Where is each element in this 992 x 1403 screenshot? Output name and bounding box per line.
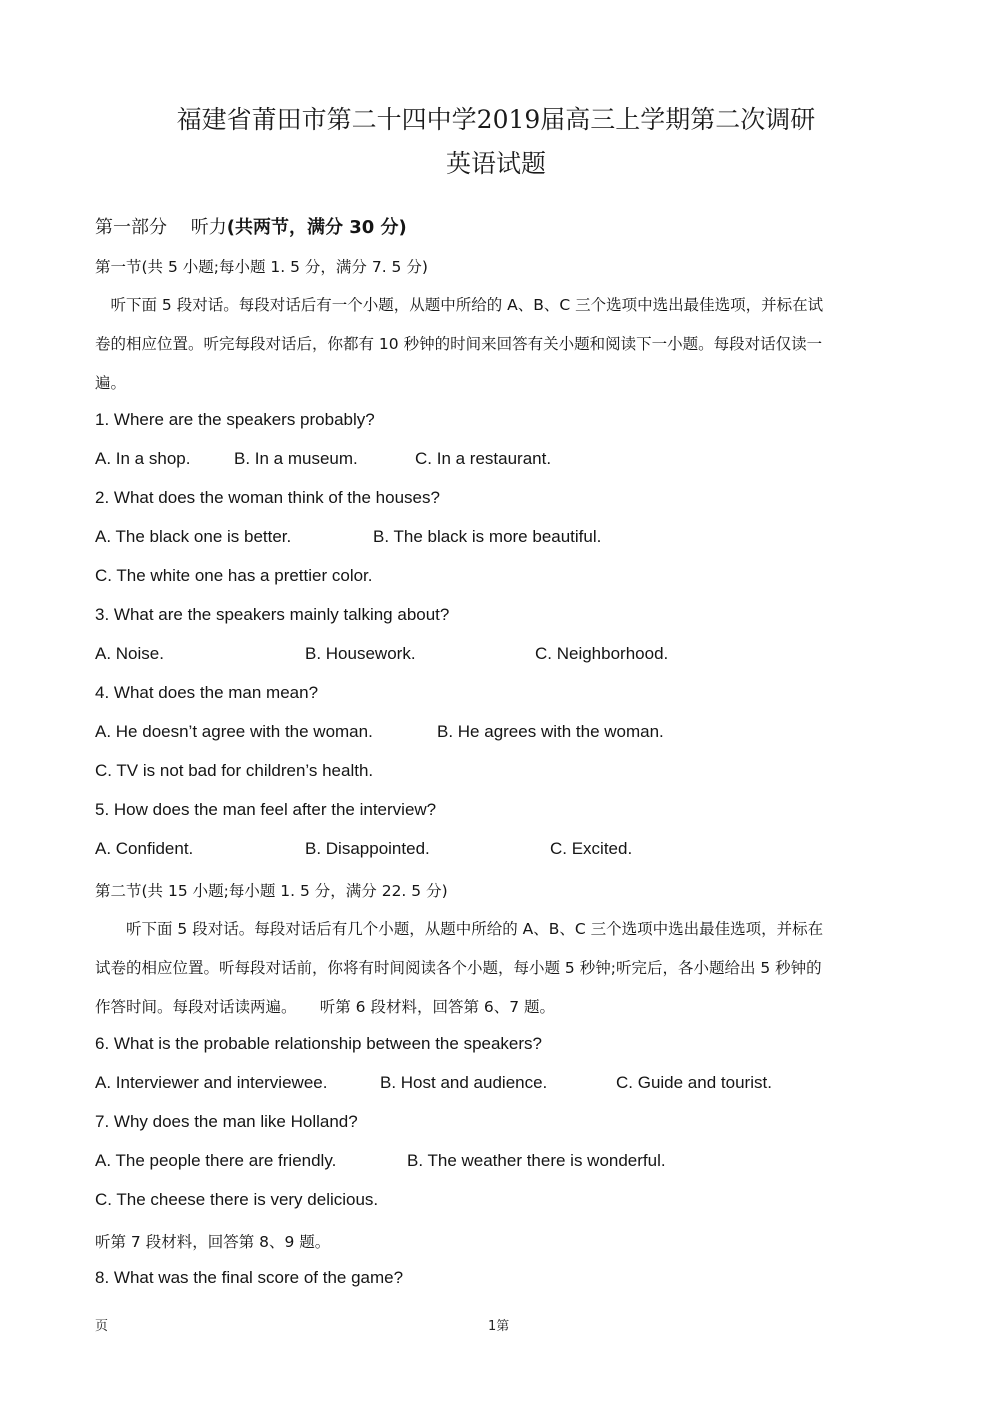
option-c: C. Excited. xyxy=(550,839,633,858)
option-c: C. The cheese there is very delicious. xyxy=(95,1190,379,1209)
option-a: A. He doesn’t agree with the woman. xyxy=(95,722,373,741)
question-stem: 3. What are the speakers mainly talking about? xyxy=(95,605,450,624)
option-c: C. The white one has a prettier color. xyxy=(95,566,373,585)
question-stem: 5. How does the man feel after the interview? xyxy=(95,800,437,819)
option-a: A. Confident. xyxy=(95,839,194,858)
option-a: A. In a shop. xyxy=(95,449,191,468)
part1-heading-prefix: 第一部分 听力 xyxy=(95,217,227,238)
option-b: B. In a museum. xyxy=(234,449,358,468)
section2-instruction-line: 作答时间。每段对话读两遍。 听第 6 段材料，回答第 6、7 题。 xyxy=(95,998,556,1016)
option-a: A. Interviewer and interviewee. xyxy=(95,1073,328,1092)
question-stem: 6. What is the probable relationship between the speakers? xyxy=(95,1034,542,1053)
question-stem: 8. What was the final score of the game? xyxy=(95,1268,404,1287)
option-a: A. The people there are friendly. xyxy=(95,1151,337,1170)
footer-page-number: 1第 xyxy=(488,1319,510,1334)
section2-heading: 第二节(共 15 小题;每小题 1. 5 分，满分 22. 5 分) xyxy=(95,882,448,900)
part1-heading xyxy=(95,213,407,239)
question-stem: 1. Where are the speakers probably? xyxy=(95,410,375,429)
section1-instruction-line: 卷的相应位置。听完每段对话后，你都有 10 秒钟的时间来回答有关小题和阅读下一小题。每段对话仅读一 xyxy=(95,335,823,353)
question-stem: 2. What does the woman think of the houses? xyxy=(95,488,440,507)
question-stem: 4. What does the man mean? xyxy=(95,683,319,702)
option-b: B. The black is more beautiful. xyxy=(373,527,602,546)
option-b: B. Disappointed. xyxy=(305,839,430,858)
option-b: B. The weather there is wonderful. xyxy=(407,1151,666,1170)
section1-heading: 第一节(共 5 小题;每小题 1. 5 分，满分 7. 5 分) xyxy=(95,258,428,276)
option-c: C. TV is not bad for children’s health. xyxy=(95,761,374,780)
option-a: A. The black one is better. xyxy=(95,527,292,546)
material-note: 听第 7 段材料，回答第 8、9 题。 xyxy=(95,1233,331,1251)
option-c: C. In a restaurant. xyxy=(415,449,552,468)
option-c: C. Guide and tourist. xyxy=(616,1073,772,1092)
option-c: C. Neighborhood. xyxy=(535,644,669,663)
section1-instruction-line: 听下面 5 段对话。每段对话后有一个小题，从题中所给的 A、B、C 三个选项中选出最佳选项，并标在试 xyxy=(95,296,824,314)
footer-page-label: 页 xyxy=(95,1319,109,1334)
section2-instruction-line: 试卷的相应位置。听每段对话前，你将有时间阅读各个小题，每小题 5 秒钟;听完后，各小题给出 5 秒钟的 xyxy=(95,959,822,977)
option-a: A. Noise. xyxy=(95,644,164,663)
part1-heading-detail: (共两节，满分 30 分) xyxy=(226,217,407,238)
exam-title: 福建省莆田市第二十四中学2019届高三上学期第二次调研 xyxy=(176,105,816,134)
question-stem: 7. Why does the man like Holland? xyxy=(95,1112,358,1131)
option-b: B. He agrees with the woman. xyxy=(437,722,664,741)
section1-instruction-line: 遍。 xyxy=(95,374,127,392)
section2-instruction-line: 听下面 5 段对话。每段对话后有几个小题，从题中所给的 A、B、C 三个选项中选出最佳选项，并标在 xyxy=(95,920,824,938)
option-b: B. Host and audience. xyxy=(380,1073,548,1092)
exam-subtitle: 英语试题 xyxy=(445,149,546,178)
option-b: B. Housework. xyxy=(305,644,416,663)
